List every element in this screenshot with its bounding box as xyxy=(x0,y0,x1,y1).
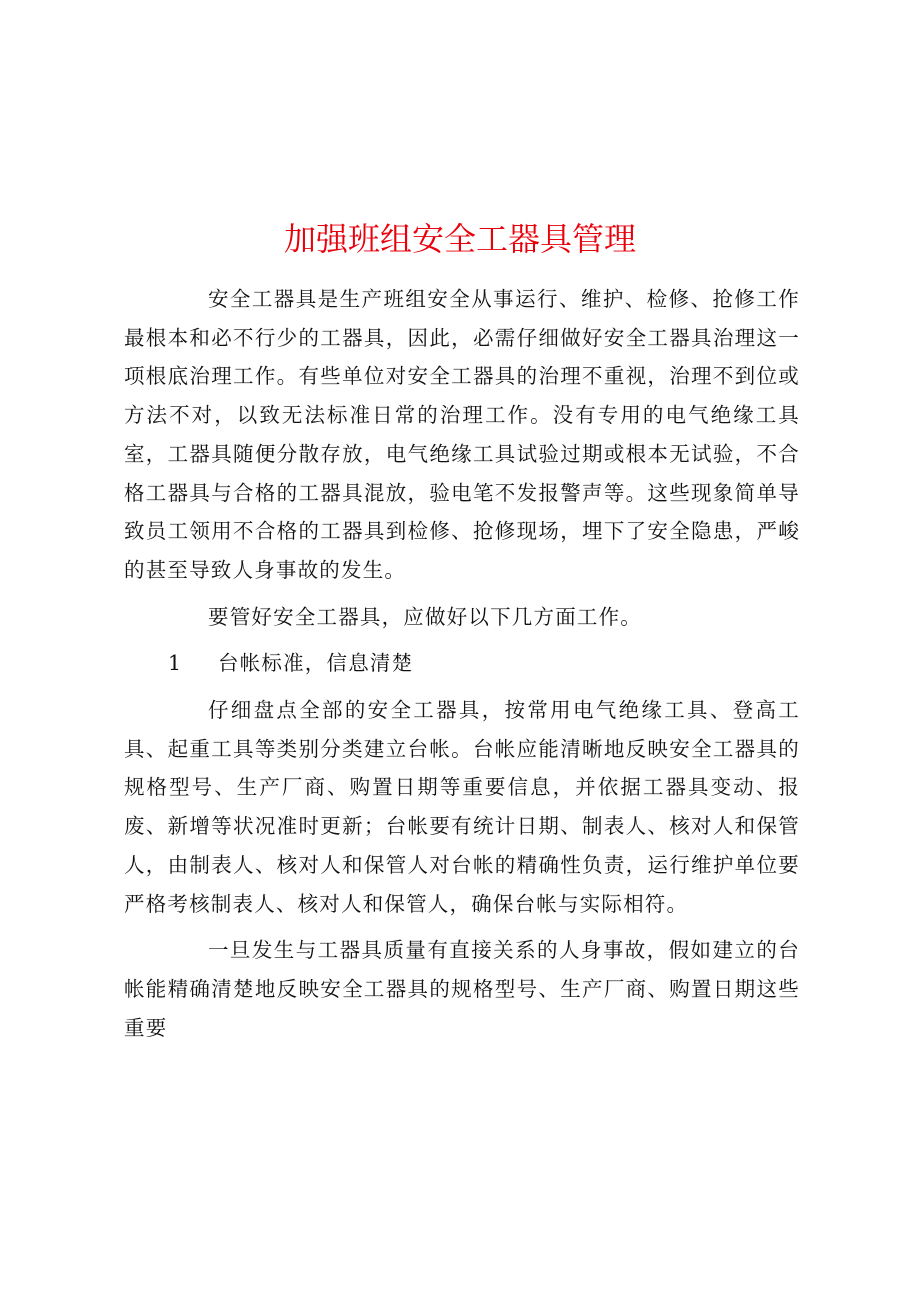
section-heading-text: 台帐标准，信息清楚 xyxy=(218,651,414,676)
paragraph-intro: 安全工器具是生产班组安全从事运行、维护、检修、抢修工作最根本和必不行少的工器具，因此，必需仔细做好安全工器具治理这一项根底治理工作。有些单位对安全工器具的治理不重视，治理不到位或方法不对，以致无法标准日常的治理工作。没有专用的电气绝缘工具室，工器具随便分散存放，电气绝缘工具试验过期或根本无试验，不合格工器具与合格的工器具混放，验电笔不发报警声等。这些现象简单导致员工领用不合格的工器具到检修、抢修现场，埋下了安全隐患，严峻的甚至导致人身事故的发生。 xyxy=(124,287,800,582)
paragraph-gap xyxy=(124,590,800,598)
document-title: 加强班组安全工器具管理 xyxy=(283,220,636,259)
section-heading xyxy=(124,644,800,683)
paragraph-gap xyxy=(124,683,800,691)
paragraph-gap xyxy=(124,636,800,644)
paragraph-summary: 要管好安全工器具，应做好以下几方面工作。 xyxy=(208,604,642,629)
paragraph-accident: 一旦发生与工器具质量有直接关系的人身事故，假如建立的台帐能精确清楚地反映安全工器具的规格型号、生产厂商、购置日期这些重要 xyxy=(124,938,800,1040)
document-body xyxy=(124,280,800,1047)
section-number: 1 xyxy=(168,651,183,676)
paragraph-ledger: 仔细盘点全部的安全工器具，按常用电气绝缘工具、登高工具、起重工具等类别分类建立台帐。台帐应能清晰地反映安全工器具的规格型号、生产厂商、购置日期等重要信息，并依据工器具变动、报废、新增等状况准时更新；台帐要有统计日期、制表人、核对人和保管人，由制表人、核对人和保管人对台帐的精确性负责，运行维护单位要严格考核制表人、核对人和保管人，确保台帐与实际相符。 xyxy=(124,698,800,916)
paragraph-gap xyxy=(124,923,800,931)
